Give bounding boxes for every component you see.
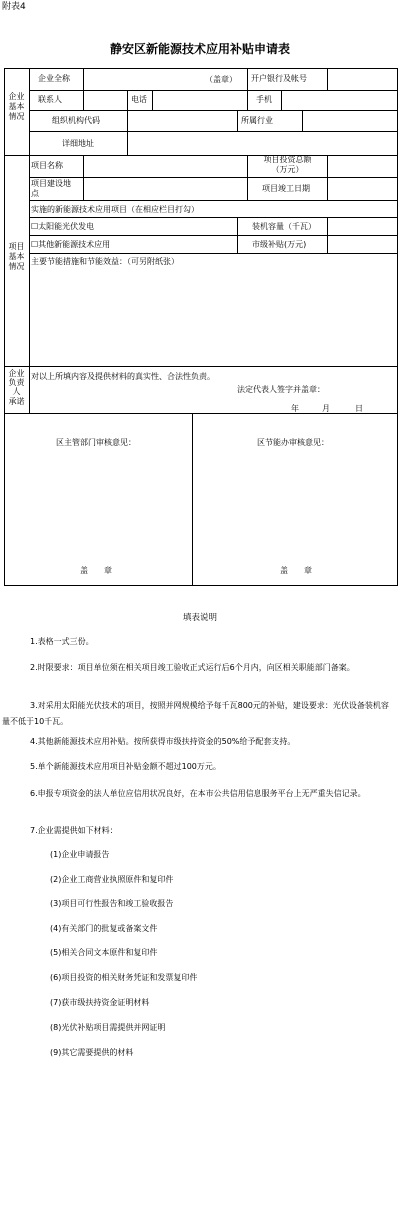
material-item: (6)项目投资的相关财务凭证和发票复印件 [50,973,198,982]
total-investment-label: 项目投资总额 （万元） [263,155,312,174]
measures-field[interactable] [31,270,396,364]
industry-field[interactable] [304,112,396,130]
phone-field[interactable] [154,92,246,109]
completion-date-field[interactable] [329,179,396,199]
representative-signature-label: 法定代表人签字并盖章： [237,385,325,394]
contact-label: 联系人 [38,95,62,104]
org-code-label: 组织机构代码 [52,116,100,125]
phone-label: 电话 [131,95,147,104]
instruction-item: 5.单个新能源技术应用项目补贴金额不超过100万元。 [30,762,221,771]
section-project-basic: 项目 基本 情况 [8,242,25,271]
city-subsidy-field[interactable] [329,237,396,252]
total-investment-field[interactable] [329,157,396,176]
bank-account-label: 开户银行及帐号 [251,74,307,83]
contact-field[interactable] [85,92,125,109]
attachment-label: 附表4 [2,2,26,12]
instructions-heading: 填表说明 [182,613,217,623]
date-day-label: 日 [355,404,363,413]
capacity-field[interactable] [329,219,396,234]
instruction-item: 6.申报专项资金的法人单位应信用状况良好，在本市公共信用信息服务平台上无严重失信记录。 [30,789,366,798]
commitment-text: 对以上所填内容及提供材料的真实性、合法性负责。 [31,372,215,381]
mobile-label: 手机 [256,95,272,104]
industry-label: 所属行业 [241,116,273,125]
bank-account-field[interactable] [329,70,396,89]
date-year-label: 年 [291,404,299,413]
material-item: (4)有关部门的批复或备案文件 [50,924,158,933]
material-item: (2)企业工商营业执照原件和复印件 [50,875,174,884]
date-month-label: 月 [322,404,330,413]
solar-option-checkbox[interactable]: ☐太阳能光伏发电 [31,222,95,231]
material-item: (1)企业申请报告 [50,850,110,859]
address-label: 详细地址 [62,139,94,148]
instruction-item: 3.对采用太阳能光伏技术的项目，按照并网规模给予每千瓦800元的补贴，建设要求：光伏设备装机容量不低于10千瓦。 [2,701,389,726]
capacity-label: 装机容量（千瓦） [252,222,316,231]
seal-right: 盖 章 [280,566,312,575]
project-name-field[interactable] [85,157,245,176]
material-item: (9)其它需要提供的材料 [50,1048,134,1057]
instruction-item: 4.其他新能源技术应用补贴。按所获得市级扶持资金的50%给予配套支持。 [30,737,296,746]
company-name-label: 企业全称 [38,74,70,83]
construction-site-label: 项目建设地 点 [31,179,71,198]
measures-label: 主要节能措施和节能效益：（可另附纸张） [31,257,179,266]
completion-date-label: 项目竣工日期 [262,184,310,193]
seal-suffix: （盖章） [205,75,237,84]
seal-left: 盖 章 [80,566,112,575]
page-title: 静安区新能源技术应用补贴申请表 [109,42,290,56]
material-item: (5)相关合同文本原件和复印件 [50,948,158,957]
material-item: (3)项目可行性报告和竣工验收报告 [50,899,174,908]
tech-project-label: 实施的新能源技术应用项目（在相应栏目打勾） [31,205,199,214]
material-item: (8)光伏补贴项目需提供并网证明 [50,1023,166,1032]
address-field[interactable] [129,133,396,154]
other-tech-option-checkbox[interactable]: ☐其他新能源技术应用 [31,240,111,249]
construction-site-field[interactable] [85,179,245,199]
section-company-basic: 企业 基本 情况 [8,92,25,121]
instruction-item: 7.企业需提供如下材料： [30,826,118,835]
instruction-item: 2.时限要求：项目单位须在相关项目竣工验收正式运行后6个月内，向区相关职能部门备案。 [30,663,355,672]
instruction-item: 1.表格一式三份。 [30,637,94,646]
city-subsidy-label: 市级补贴(万元) [252,240,307,249]
material-item: (7)获市级扶持资金证明材料 [50,998,150,1007]
mobile-field[interactable] [283,92,396,109]
org-code-field[interactable] [129,112,236,130]
energy-office-review-label: 区节能办审核意见： [257,438,329,447]
section-company-commitment: 企业 负责 人 承诺 [8,369,25,406]
project-name-label: 项目名称 [31,161,63,170]
district-review-label: 区主管部门审核意见： [56,438,136,447]
